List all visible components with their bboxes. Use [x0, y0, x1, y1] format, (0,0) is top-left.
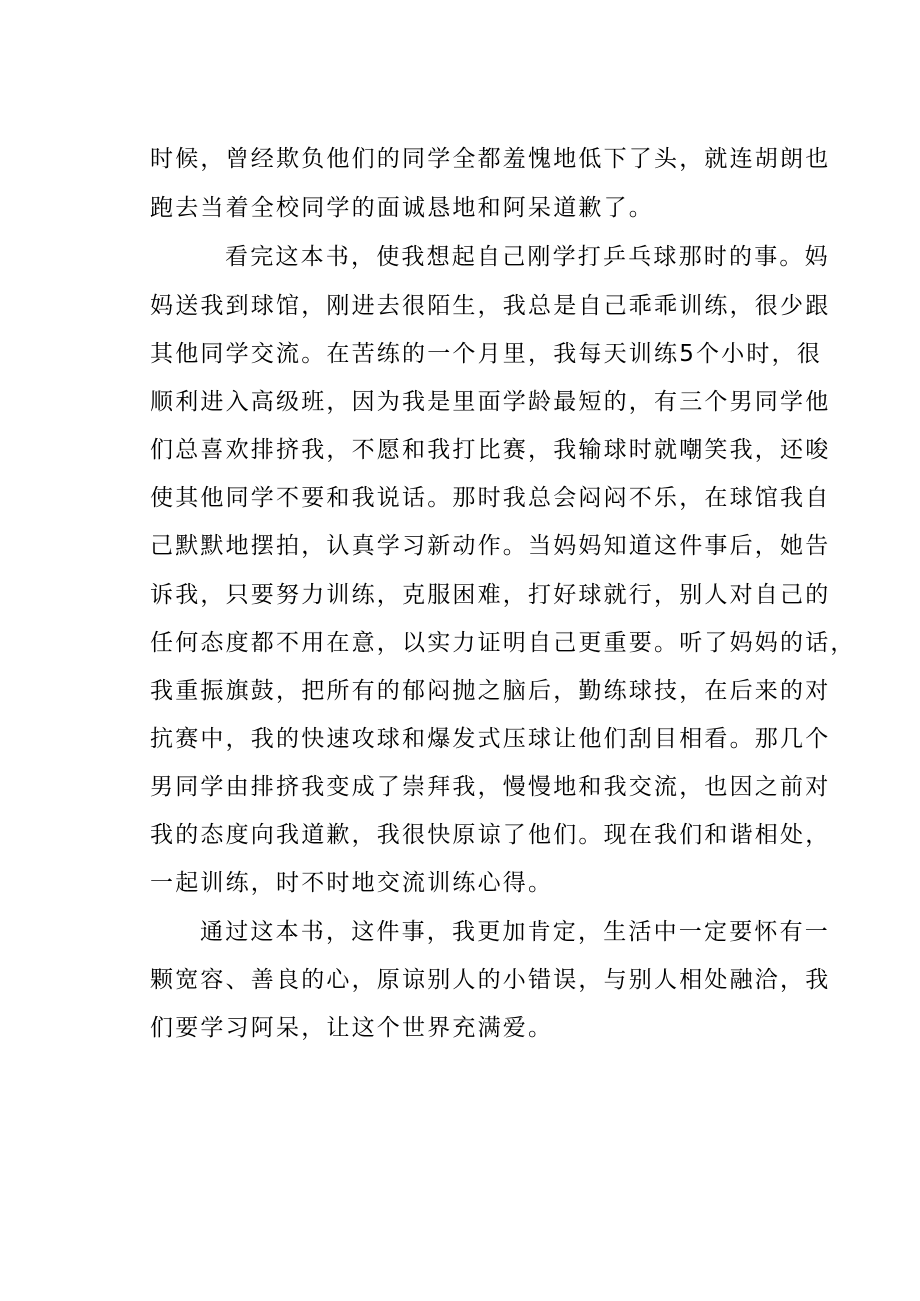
- text-line: 妈送我到球馆，刚进去很陌生，我总是自己乖乖训练，很少跟: [150, 293, 831, 319]
- text-line: 们要学习阿呆，让这个世界充满爱。: [150, 1015, 554, 1041]
- text-line: 顺利进入高级班，因为我是里面学龄最短的，有三个男同学他: [150, 389, 831, 415]
- text-line: 抗赛中，我的快速攻球和爆发式压球让他们刮目相看。那几个: [150, 726, 831, 752]
- text-line: 其他同学交流。在苦练的一个月里，我每天训练5个小时，很: [150, 341, 823, 367]
- text-line: 己默默地摆拍，认真学习新动作。当妈妈知道这件事后，她告: [150, 533, 831, 559]
- text-line: 男同学由排挤我变成了崇拜我，慢慢地和我交流，也因之前对: [150, 774, 831, 800]
- text-line: 一起训练，时不时地交流训练心得。: [150, 870, 554, 896]
- text-line: 看完这本书，使我想起自己刚学打乒乓球那时的事。妈: [225, 244, 830, 270]
- text-line: 们总喜欢排挤我，不愿和我打比赛，我输球时就嘲笑我，还唆: [150, 437, 831, 463]
- text-line: 诉我，只要努力训练，克服困难，打好球就行，别人对自己的: [150, 582, 831, 608]
- text-line: 跑去当着全校同学的面诚恳地和阿呆道歉了。: [150, 195, 654, 221]
- text-line: 我重振旗鼓，把所有的郁闷抛之脑后，勤练球技，在后来的对: [150, 678, 831, 704]
- text-line: 我的态度向我道歉，我很快原谅了他们。现在我们和谐相处，: [150, 822, 831, 848]
- text-line: 任何态度都不用在意，以实力证明自己更重要。听了妈妈的话，: [150, 630, 856, 656]
- text-line: 颗宽容、善良的心，原谅别人的小错误，与别人相处融洽，我: [150, 967, 831, 993]
- text-line: 通过这本书，这件事，我更加肯定，生活中一定要怀有一: [200, 919, 830, 945]
- text-line: 时候，曾经欺负他们的同学全都羞愧地低下了头，就连胡朗也: [150, 146, 831, 172]
- text-line: 使其他同学不要和我说话。那时我总会闷闷不乐，在球馆我自: [150, 485, 831, 511]
